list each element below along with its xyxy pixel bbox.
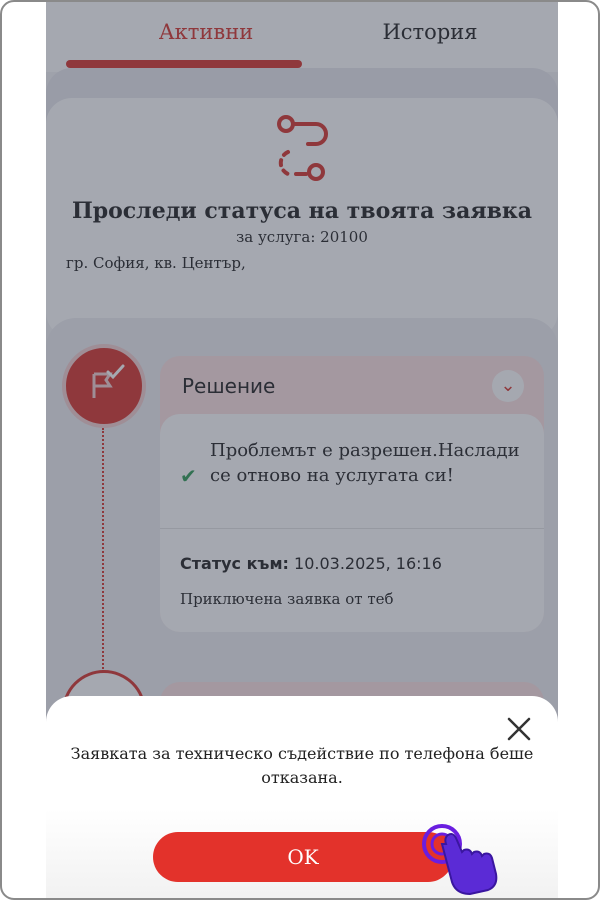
step-title: Решение bbox=[182, 374, 276, 398]
ok-button[interactable]: OK bbox=[153, 832, 453, 882]
tab-active[interactable]: Активни bbox=[158, 20, 254, 44]
status-label: Статус към: bbox=[180, 554, 289, 573]
tab-history[interactable]: История bbox=[382, 20, 478, 44]
close-icon[interactable] bbox=[504, 714, 534, 744]
tap-gesture-icon bbox=[418, 820, 502, 900]
status-value: 10.03.2025, 16:16 bbox=[288, 554, 442, 573]
service-number: за услуга: 20100 bbox=[236, 228, 368, 246]
address: гр. София, кв. Център, bbox=[66, 254, 246, 272]
closed-note: Приключена заявка от теб bbox=[180, 590, 394, 608]
check-icon: ✔ bbox=[180, 464, 197, 488]
app-screen bbox=[46, 2, 558, 900]
dialog-message: Заявката за техническо съдействие по телефона беше отказана. bbox=[70, 744, 534, 787]
chevron-down-icon[interactable]: ⌄ bbox=[492, 370, 524, 402]
resolved-message: Проблемът е разрешен.Наслади се отново на услугата си! bbox=[210, 440, 520, 486]
page-title: Проследи статуса на твоята заявка bbox=[71, 198, 533, 224]
